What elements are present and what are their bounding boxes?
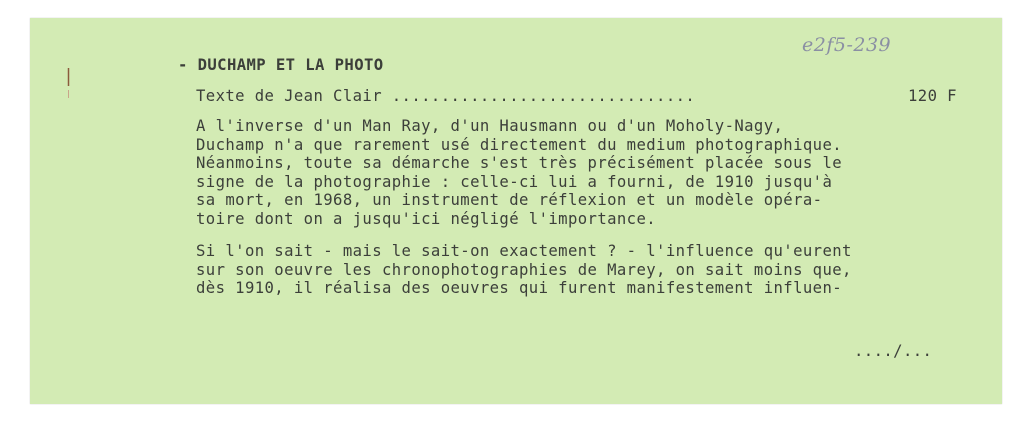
staple-mark (67, 68, 70, 98)
text-line: sur son oeuvre les chronophotographies de Marey, on sait moins que, (196, 260, 852, 279)
paragraph-2 (196, 242, 996, 298)
paragraph-1 (196, 117, 996, 229)
text-line: sa mort, en 1968, un instrument de réflexion et un modèle opéra- (196, 191, 823, 210)
text-line: Néanmoins, toute sa démarche s'est très précisément placée sous le (196, 154, 843, 173)
document-heading: - DUCHAMP ET LA PHOTO (178, 56, 384, 74)
price: 120 F (908, 87, 957, 105)
text-line: dès 1910, il réalisa des oeuvres qui furent manifestement influen- (196, 279, 843, 298)
text-line: A l'inverse d'un Man Ray, d'un Hausmann ou d'un Moholy-Nagy, (196, 117, 784, 135)
text-line: signe de la photographie : celle-ci lui a fourni, de 1910 jusqu'à (196, 172, 833, 191)
reference-number: e2f5-239 (802, 34, 892, 56)
continued-mark: ..../... (854, 342, 933, 360)
text-line: Duchamp n'a que rarement usé directement du medium photographique. (196, 135, 843, 154)
text-line: toire dont on a jusqu'ici négligé l'importance. (196, 209, 657, 228)
byline: Texte de Jean Clair ............................... (196, 87, 696, 105)
text-line: Si l'on sait - mais le sait-on exactement ? - l'influence qu'eurent (196, 242, 852, 260)
index-card (30, 18, 1002, 404)
